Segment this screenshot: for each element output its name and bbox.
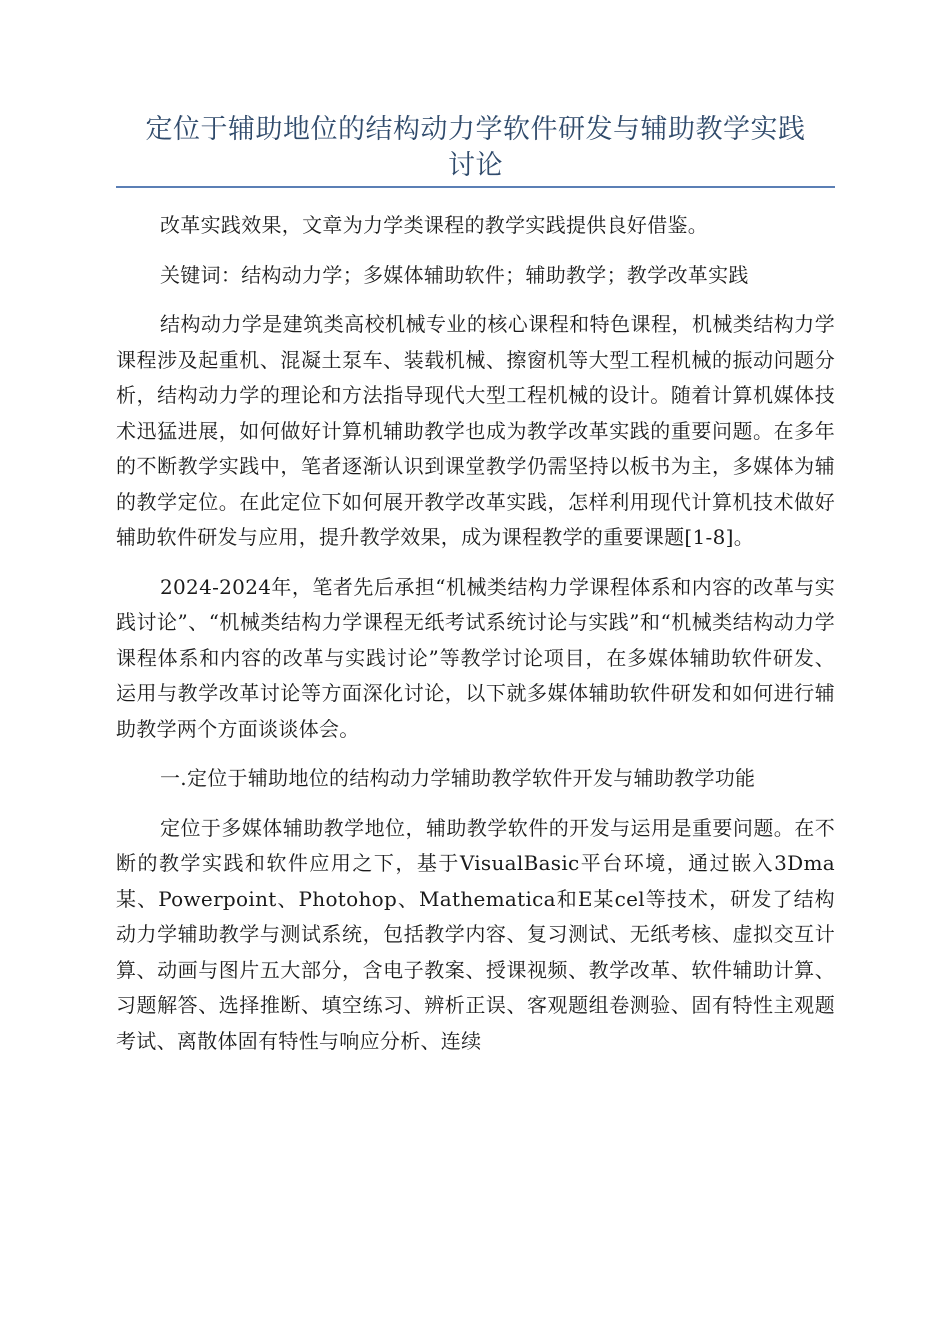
- paragraph-projects: 2024-2024年，笔者先后承担“机械类结构力学课程体系和内容的改革与实践讨论”、“机械类结构力学课程无纸考试系统讨论与实践”和“机械类结构动力学课程体系和内容的改革与实践讨论”等教学讨论项目，在多媒体辅助软件研发、运用与教学改革讨论等方面深化讨论，以下就多媒体辅助软件研发和如何进行辅助教学两个方面谈谈体会。: [116, 574, 835, 741]
- paragraph-software: 定位于多媒体辅助教学地位，辅助教学软件的开发与运用是重要问题。在不断的教学实践和软件应用之下，基于VisualBasic平台环境，通过嵌入3Dma某、Powerpoint、Photohop、Mathematica和E某cel等技术，研发了结构动力学辅助教学与测试系统，包括教学内容、复习测试、无纸考核、虚拟交互计算、动画与图片五大部分，含电子教案、授课视频、教学改革、软件辅助计算、习题解答、选择推断、填空练习、辨析正误、客观题组卷测验、固有特性主观题考试、离散体固有特性与响应分析、连续: [116, 815, 835, 1053]
- paragraph-keywords: 关键词：结构动力学；多媒体辅助软件；辅助教学；教学改革实践: [160, 262, 749, 287]
- title-line-1: 定位于辅助地位的结构动力学软件研发与辅助教学实践: [145, 114, 806, 145]
- document-body: [116, 208, 835, 1073]
- section-heading-1: 一.定位于辅助地位的结构动力学辅助教学软件开发与辅助教学功能: [160, 766, 756, 790]
- paragraph-intro: 结构动力学是建筑类高校机械专业的核心课程和特色课程，机械类结构力学课程涉及起重机、混凝土泵车、装载机械、擦窗机等大型工程机械的振动问题分析，结构动力学的理论和方法指导现代大型工程机械的设计。随着计算机媒体技术迅猛进展，如何做好计算机辅助教学也成为教学改革实践的重要问题。在多年的不断教学实践中，笔者逐渐认识到课堂教学仍需坚持以板书为主，多媒体为辅的教学定位。在此定位下如何展开教学改革实践，怎样利用现代计算机技术做好辅助软件研发与应用，提升教学效果，成为课程教学的重要课题[1-8]。: [116, 312, 835, 549]
- title-underline: [116, 186, 835, 188]
- document-title: [116, 112, 835, 184]
- title-line-2: 讨论: [448, 150, 503, 181]
- paragraph-abstract-end: 改革实践效果，文章为力学类课程的教学实践提供良好借鉴。: [160, 213, 709, 237]
